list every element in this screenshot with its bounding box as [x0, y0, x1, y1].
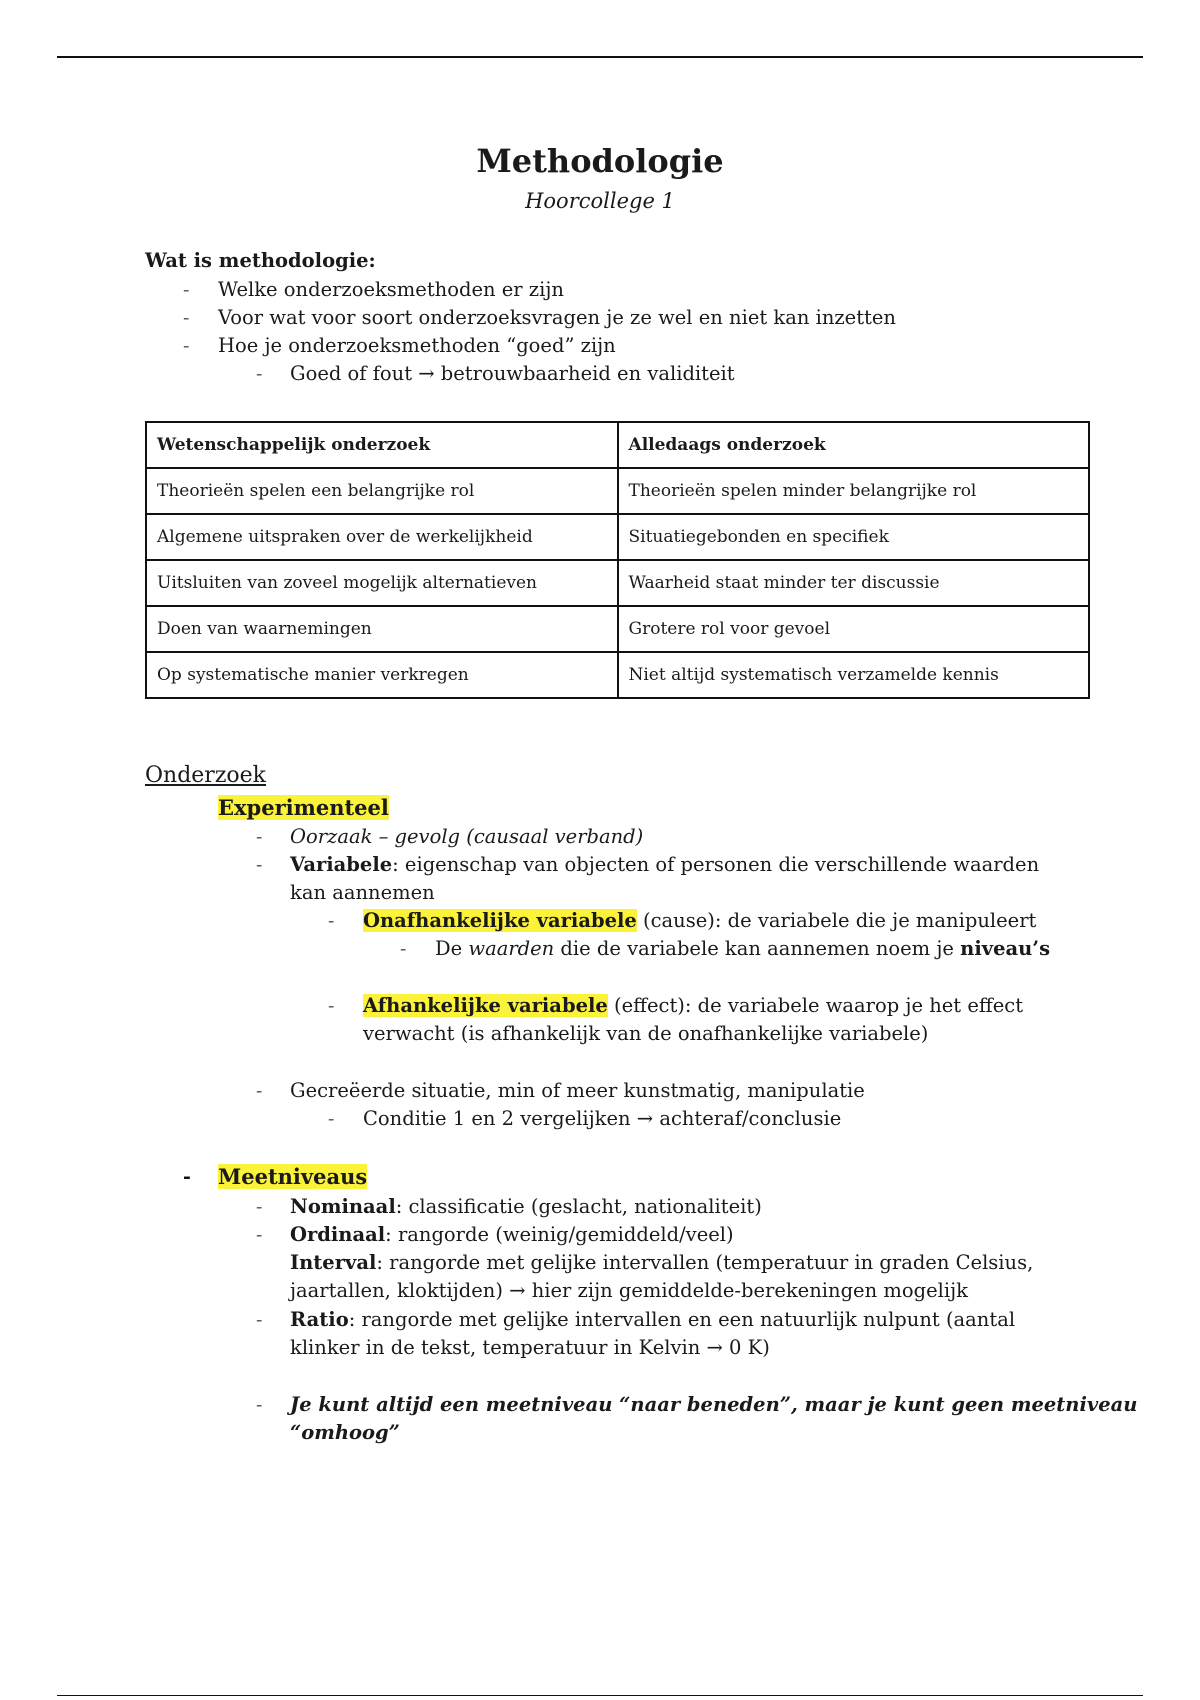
page-title: Methodologie	[476, 142, 724, 180]
interval-term: Interval	[290, 1251, 377, 1274]
table-cell: Doen van waarnemingen	[146, 606, 618, 652]
variabele-text-cont: kan aannemen	[290, 881, 435, 904]
oorzaak-item: Oorzaak – gevolg (causaal verband)	[290, 825, 644, 848]
ratio-text: : rangorde met gelijke intervallen en een natuurlijk nulpunt (aantal	[348, 1308, 1016, 1331]
afhankelijke-term: Afhankelijke variabele	[363, 994, 608, 1017]
interval-item	[290, 1250, 1033, 1276]
comparison-table	[145, 421, 1090, 699]
bullet-dash: -	[183, 335, 190, 357]
bullet-dash: -	[256, 1394, 263, 1416]
bullet-dash: -	[183, 279, 190, 301]
intro-item: Welke onderzoeksmethoden er zijn	[218, 278, 564, 301]
waarden-em: waarden	[468, 937, 555, 960]
meetniveaus-title: Meetniveaus	[218, 1164, 368, 1189]
table-header-cell: Alledaags onderzoek	[618, 422, 1090, 468]
bullet-dash: -	[256, 1196, 263, 1218]
afhankelijke-item	[363, 993, 1023, 1019]
interval-text-cont: jaartallen, kloktijden) → hier zijn gemiddelde-berekeningen mogelijk	[290, 1279, 968, 1302]
bullet-dash: -	[183, 307, 190, 329]
conditie-item: Conditie 1 en 2 vergelijken → achteraf/conclusie	[363, 1107, 842, 1130]
table-cell: Algemene uitspraken over de werkelijkheid	[146, 514, 618, 560]
table-row	[146, 652, 1089, 698]
table-header-row	[146, 422, 1089, 468]
bullet-dash: -	[256, 854, 263, 876]
bullet-dash: -	[328, 910, 335, 932]
bullet-dash: -	[328, 995, 335, 1017]
bullet-dash: -	[256, 1309, 263, 1331]
top-rule	[57, 56, 1143, 58]
bullet-dash: -	[256, 363, 263, 385]
intro-item: Hoe je onderzoeksmethoden “goed” zijn	[218, 334, 616, 357]
nominaal-item	[290, 1194, 762, 1220]
note-item: Je kunt altijd een meetniveau “naar beneden”, maar je kunt geen meetniveau	[290, 1393, 1138, 1416]
table-cell: Grotere rol voor gevoel	[618, 606, 1090, 652]
table-cell: Situatiegebonden en specifiek	[618, 514, 1090, 560]
onafhankelijke-term: Onafhankelijke variabele	[363, 909, 637, 932]
bullet-dash: -	[328, 1108, 335, 1130]
section-heading: Onderzoek	[145, 763, 267, 788]
intro-heading: Wat is methodologie:	[145, 249, 376, 272]
interval-text: : rangorde met gelijke intervallen (temperatuur in graden Celsius,	[376, 1251, 1034, 1274]
onafhankelijke-text: (cause): de variabele die je manipuleert	[636, 909, 1037, 932]
ordinaal-text: : rangorde (weinig/gemiddeld/veel)	[385, 1223, 734, 1246]
bullet-dash: -	[256, 1080, 263, 1102]
nominaal-term: Nominaal	[290, 1195, 396, 1218]
table-cell: Niet altijd systematisch verzamelde kennis	[618, 652, 1090, 698]
gecreeerd-item: Gecreëerde situatie, min of meer kunstmatig, manipulatie	[290, 1079, 865, 1102]
table-row	[146, 606, 1089, 652]
table-header-cell: Wetenschappelijk onderzoek	[146, 422, 618, 468]
experimenteel-heading	[218, 795, 389, 821]
bullet-dash: -	[183, 1166, 191, 1188]
note-item-cont: “omhoog”	[290, 1421, 400, 1444]
intro-subitem: Goed of fout → betrouwbaarheid en validiteit	[290, 362, 735, 385]
page-subtitle: Hoorcollege 1	[525, 189, 675, 213]
table-row	[146, 514, 1089, 560]
waarden-item	[435, 936, 1050, 962]
table-row	[146, 468, 1089, 514]
waarden-mid: die de variabele kan aannemen noem je	[554, 937, 961, 960]
table-row	[146, 560, 1089, 606]
variabele-item	[290, 852, 1039, 878]
table-cell: Uitsluiten van zoveel mogelijk alternatieven	[146, 560, 618, 606]
ratio-text-cont: klinker in de tekst, temperatuur in Kelvin → 0 K)	[290, 1336, 770, 1359]
bullet-dash: -	[400, 938, 407, 960]
intro-item: Voor wat voor soort onderzoeksvragen je ze wel en niet kan inzetten	[218, 306, 896, 329]
table-cell: Waarheid staat minder ter discussie	[618, 560, 1090, 606]
meetniveaus-heading	[218, 1164, 367, 1190]
onafhankelijke-item	[363, 908, 1036, 934]
afhankelijke-text-cont: verwacht (is afhankelijk van de onafhankelijke variabele)	[363, 1022, 929, 1045]
ratio-term: Ratio	[290, 1308, 349, 1331]
variabele-text: : eigenschap van objecten of personen die verschillende waarden	[392, 853, 1040, 876]
bullet-dash: -	[256, 826, 263, 848]
waarden-bold: niveau’s	[960, 937, 1051, 960]
waarden-pre: De	[435, 937, 469, 960]
ratio-item	[290, 1307, 1015, 1333]
table-cell: Theorieën spelen een belangrijke rol	[146, 468, 618, 514]
bullet-dash: -	[256, 1224, 263, 1246]
experimenteel-title: Experimenteel	[218, 795, 389, 820]
table-cell: Theorieën spelen minder belangrijke rol	[618, 468, 1090, 514]
nominaal-text: : classificatie (geslacht, nationaliteit)	[395, 1195, 762, 1218]
table-cell: Op systematische manier verkregen	[146, 652, 618, 698]
variabele-term: Variabele	[290, 853, 393, 876]
ordinaal-term: Ordinaal	[290, 1223, 386, 1246]
ordinaal-item	[290, 1222, 734, 1248]
bottom-rule	[57, 1695, 1143, 1696]
afhankelijke-text: (effect): de variabele waarop je het effect	[607, 994, 1024, 1017]
